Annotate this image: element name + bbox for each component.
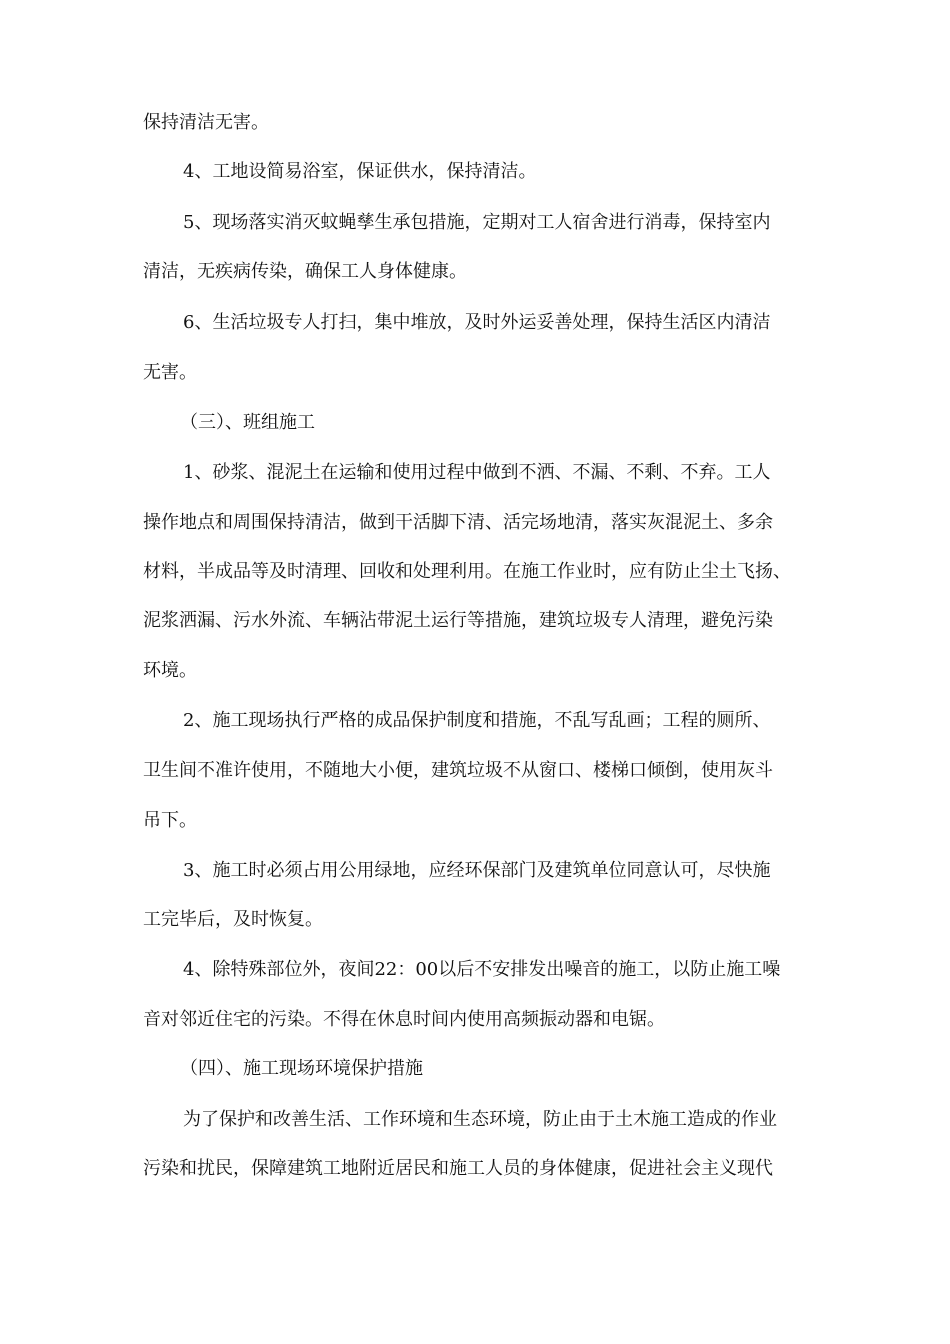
team-item-2-line-1: 2、施工现场执行严格的成品保护制度和措施，不乱写乱画；工程的厕所、 [183,710,771,731]
list-item-5-line-2: 清洁，无疾病传染，确保工人身体健康。 [143,261,467,282]
team-item-1-line-5: 环境。 [143,660,197,681]
section-heading-3: （三）、班组施工 [180,412,315,433]
team-item-4-line-1: 4、除特殊部位外，夜间22：00以后不安排发出噪音的施工，以防止施工噪 [183,959,781,980]
team-item-1-line-4: 泥浆洒漏、污水外流、车辆沾带泥土运行等措施，建筑垃圾专人清理，避免污染 [143,610,773,631]
team-item-3-line-1: 3、施工时必须占用公用绿地，应经环保部门及建筑单位同意认可，尽快施 [183,860,771,881]
team-item-1-line-2: 操作地点和周围保持清洁，做到干活脚下清、活完场地清，落实灰混泥土、多余 [143,512,773,533]
team-item-3-line-2: 工完毕后，及时恢复。 [143,909,323,930]
list-item-6-line-1: 6、生活垃圾专人打扫，集中堆放，及时外运妥善处理，保持生活区内清洁 [183,312,771,333]
section-heading-4: （四）、施工现场环境保护措施 [180,1058,423,1079]
intro-paragraph-line-1: 为了保护和改善生活、工作环境和生态环境，防止由于土木施工造成的作业 [183,1109,777,1130]
list-item-6-line-2: 无害。 [143,362,197,383]
team-item-1-line-1: 1、砂浆、混泥土在运输和使用过程中做到不洒、不漏、不剩、不弃。工人 [183,462,771,483]
team-item-1-line-3: 材料，半成品等及时清理、回收和处理利用。在施工作业时，应有防止尘土飞扬、 [143,561,791,582]
team-item-2-line-3: 吊下。 [143,810,197,831]
intro-paragraph-line-2: 污染和扰民，保障建筑工地附近居民和施工人员的身体健康，促进社会主义现代 [143,1158,773,1179]
list-item-5-line-1: 5、现场落实消灭蚊蝇孳生承包措施，定期对工人宿舍进行消毒，保持室内 [183,212,771,233]
list-item-4-line-1: 4、工地设简易浴室，保证供水，保持清洁。 [183,161,537,182]
team-item-4-line-2: 音对邻近住宅的污染。不得在休息时间内使用高频振动器和电锯。 [143,1009,665,1030]
paragraph-line: 保持清洁无害。 [143,112,269,133]
team-item-2-line-2: 卫生间不准许使用，不随地大小便，建筑垃圾不从窗口、楼梯口倾倒，使用灰斗 [143,760,773,781]
